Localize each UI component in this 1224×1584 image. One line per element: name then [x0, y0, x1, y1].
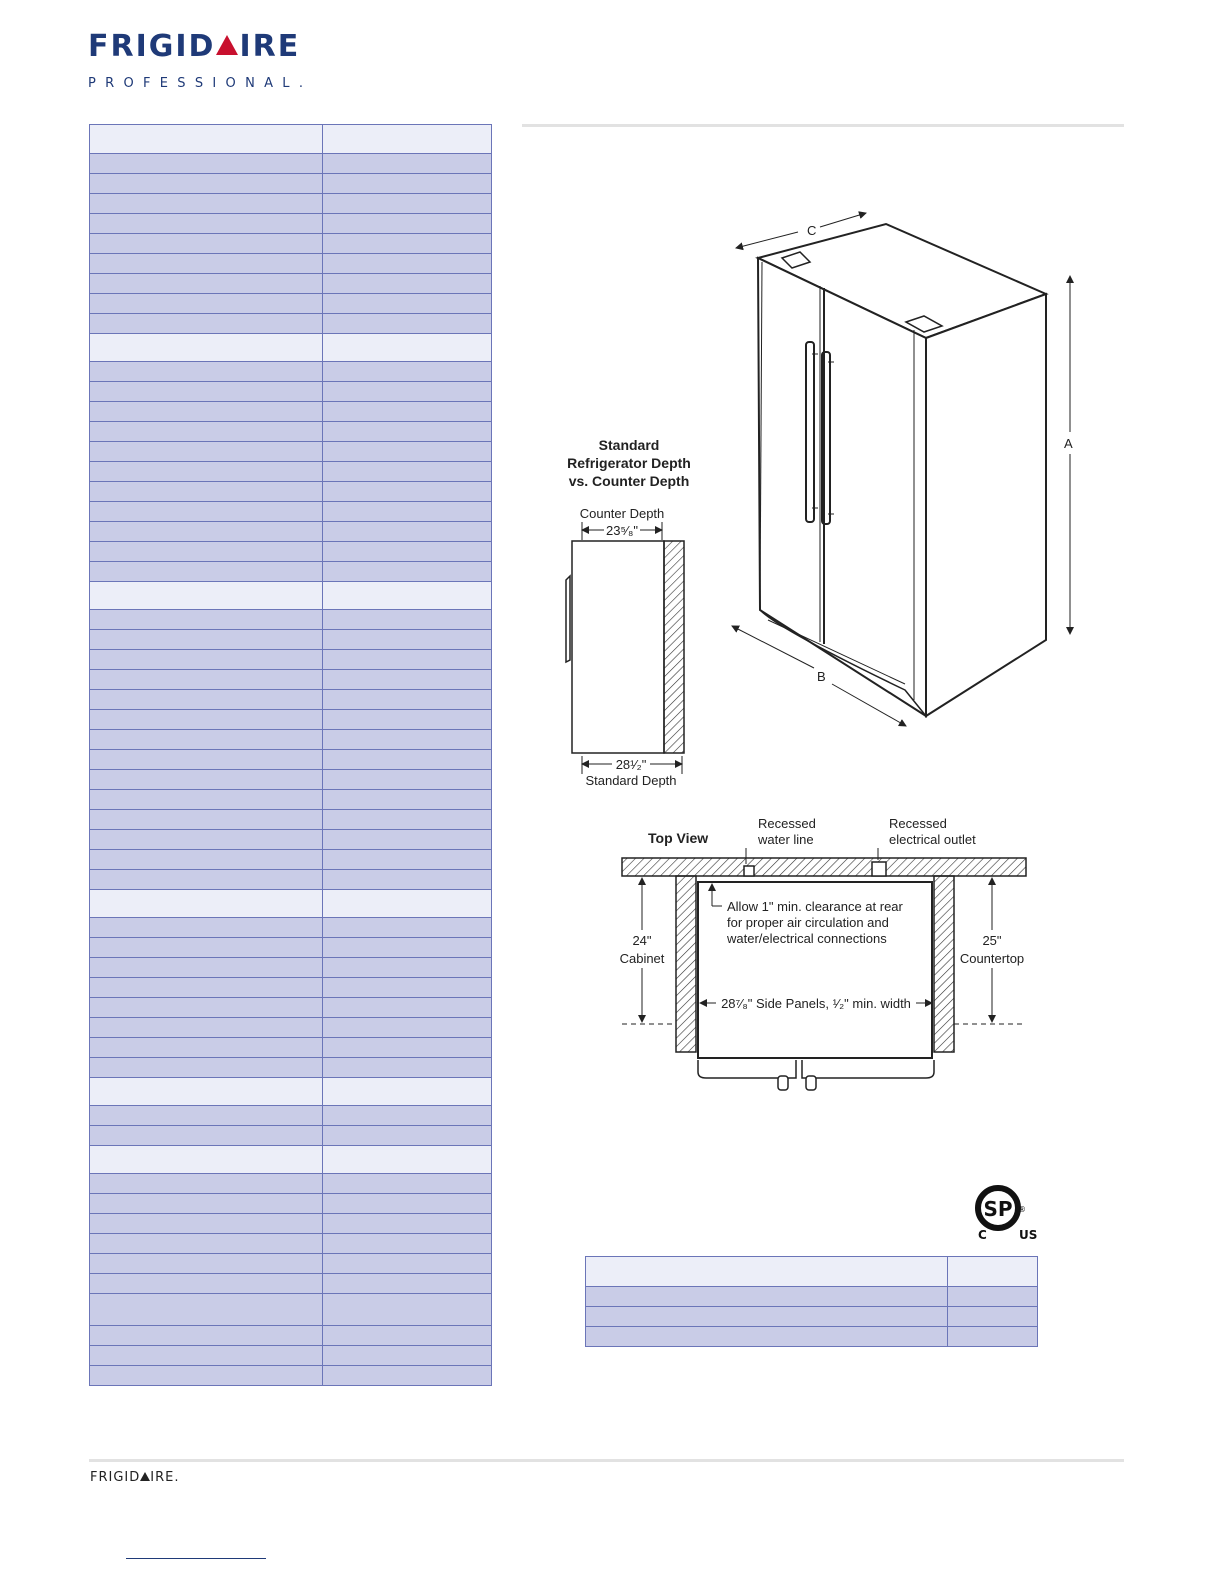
- summary-header-row: [586, 1257, 1037, 1286]
- footer-link[interactable]: [126, 1558, 266, 1559]
- outlet-label-2: electrical outlet: [889, 832, 976, 847]
- footer-logo-triangle-icon: [140, 1472, 150, 1481]
- summary-label-cell: [586, 1257, 948, 1286]
- clearance-note-1: Allow 1" min. clearance at rear: [727, 899, 903, 914]
- footer-logo-left: FRIGID: [90, 1470, 141, 1485]
- dimension-b-label: B: [817, 669, 826, 684]
- summary-value-cell: [948, 1287, 1037, 1306]
- summary-label-cell: [586, 1307, 948, 1326]
- csa-certification-icon: [970, 1182, 1042, 1244]
- countertop-label: Countertop: [959, 951, 1025, 966]
- logo-subtitle: PROFESSIONAL.: [88, 76, 313, 91]
- top-view-illustration: [619, 858, 1026, 1090]
- csa-canada: C: [978, 1228, 987, 1242]
- summary-table: [585, 1256, 1038, 1347]
- csa-registered: ®: [1018, 1205, 1026, 1214]
- clearance-note-3: water/electrical connections: [727, 931, 887, 946]
- footer-divider: [89, 1459, 1124, 1462]
- depth-title-2: Refrigerator Depth: [567, 455, 691, 471]
- csa-us: US: [1019, 1228, 1038, 1242]
- refrigerator-illustration: [758, 224, 1046, 716]
- depth-title-3: vs. Counter Depth: [568, 473, 690, 489]
- counter-depth-label: Counter Depth: [579, 506, 665, 521]
- logo-text-right: IRE: [239, 29, 301, 64]
- footer-logo-right: IRE.: [150, 1470, 180, 1485]
- water-line-label-2: water line: [758, 832, 814, 847]
- summary-value-cell: [948, 1307, 1037, 1326]
- logo-text-left: FRIGID: [88, 29, 216, 64]
- cabinet-depth-value: 24": [632, 933, 652, 948]
- summary-value-cell: [948, 1257, 1037, 1286]
- footer-logo: [90, 1470, 179, 1485]
- csa-mark: SP: [983, 1197, 1013, 1221]
- dimension-c-label: C: [807, 223, 817, 238]
- cabinet-label: Cabinet: [619, 951, 665, 966]
- side-panels-label: 28⁷⁄₈" Side Panels, ¹⁄₂" min. width: [721, 996, 911, 1011]
- side-profile-illustration: [566, 541, 684, 753]
- summary-label-cell: [586, 1287, 948, 1306]
- clearance-note-2: for proper air circulation and: [727, 915, 889, 930]
- depth-title-1: Standard: [598, 437, 660, 453]
- counter-depth-value: 23⁵⁄₈": [605, 523, 639, 538]
- countertop-depth-value: 25": [982, 933, 1002, 948]
- top-view-title: Top View: [648, 830, 709, 846]
- summary-row: [586, 1326, 1037, 1346]
- standard-depth-label: Standard Depth: [585, 773, 677, 788]
- standard-depth-value: 28¹⁄₂": [615, 757, 647, 772]
- summary-value-cell: [948, 1327, 1037, 1346]
- summary-row: [586, 1306, 1037, 1326]
- outlet-label-1: Recessed: [889, 816, 947, 831]
- dimension-a-label: A: [1064, 436, 1073, 451]
- summary-row: [586, 1286, 1037, 1306]
- water-line-label-1: Recessed: [758, 816, 816, 831]
- summary-label-cell: [586, 1327, 948, 1346]
